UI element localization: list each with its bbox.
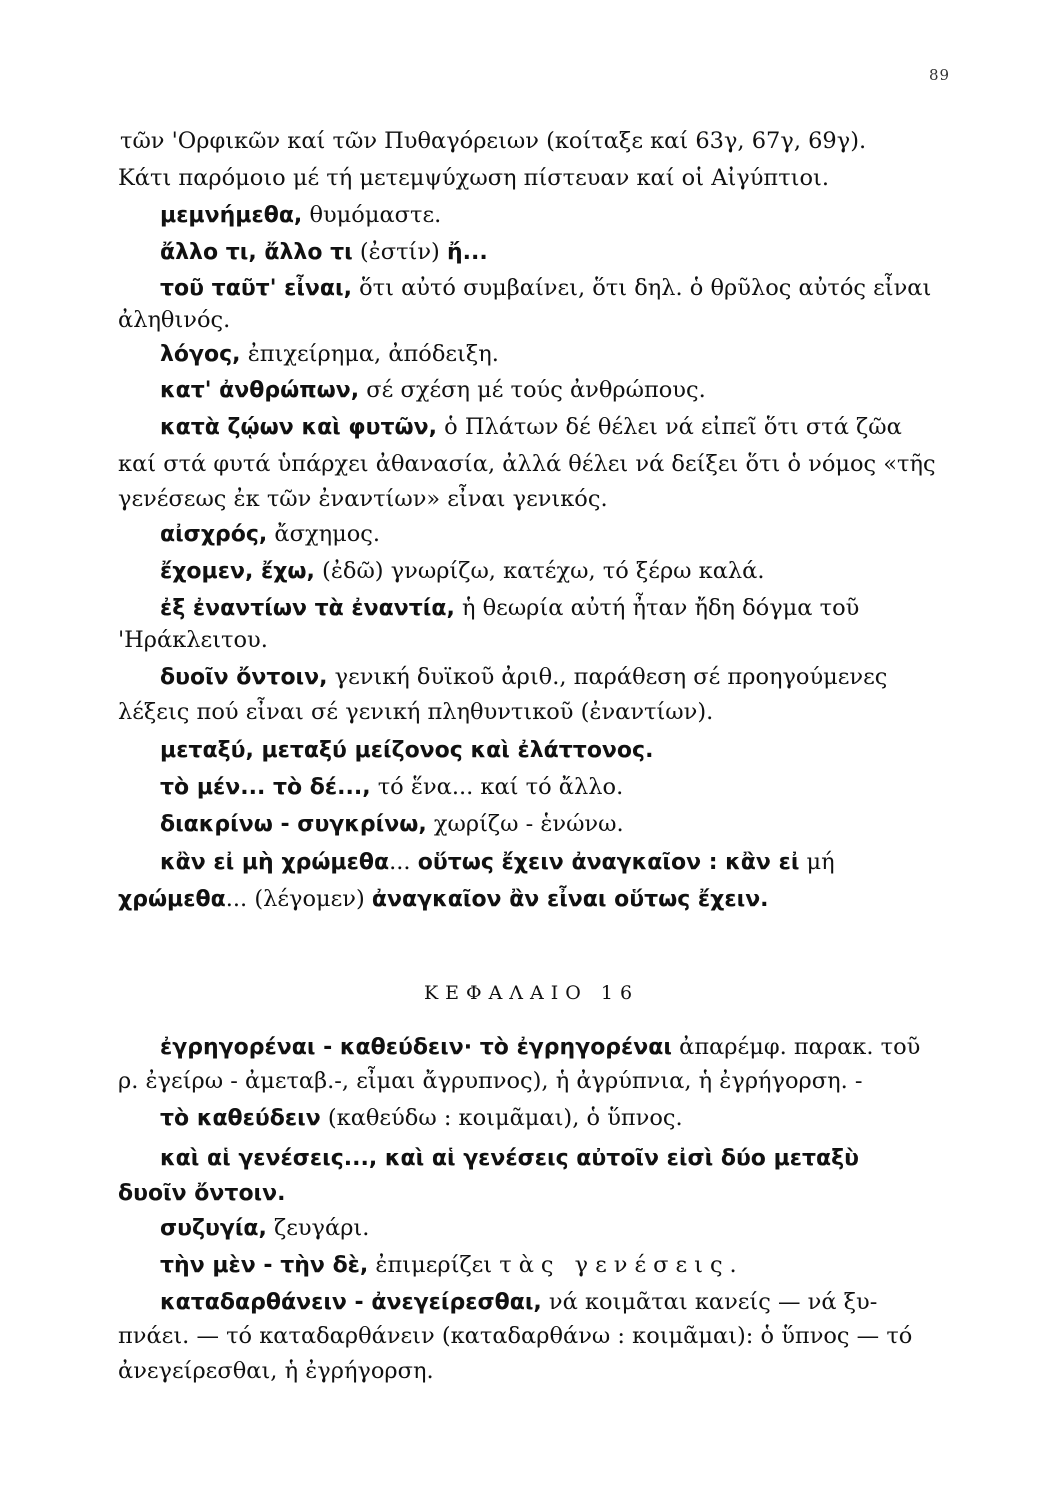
greek-term: ἐγρηγορέναι - καθεύδειν· τὸ ἐγρηγορέναι [160,1035,672,1060]
greek-term: οὕτως ἔχειν ἀναγκαῖον : κἂν εἰ [417,850,800,875]
greek-term: δυοῖν ὄντοιν. [118,1181,286,1206]
greek-term: ἔχομεν, ἔχω, [160,559,315,584]
greek-term: κατὰ ζῴων καὶ φυτῶν, [160,415,437,440]
greek-term: ἄλλο τι, ἄλλο τι [160,240,353,265]
greek-term: συζυγία, [160,1216,267,1241]
gloss-entry [160,809,624,840]
gloss-entry [160,1103,683,1134]
text: ρ. ἐγείρω - ἀμεταβ.-, εἶμαι ἄγρυπνος), ἡ ἀγρύπνια, ἡ ἐγρήγορση. - [118,1068,863,1094]
greek-term: κατ' ἀνθρώπων, [160,378,360,403]
text: Κάτι παρόμοιο μέ τή μετεμψύχωση πίστευαν καί οἱ Αἰγύπτιοι. [118,165,829,191]
gloss-entry [160,772,623,803]
gloss: θυμόμαστε. [302,202,442,228]
gloss: ἄσχημος. [267,521,381,547]
gloss: ζευγάρι. [266,1215,370,1241]
gloss: (καθεύδω : κοιμᾶμαι), ὁ ὕπνος. [320,1105,683,1131]
text: ἀληθινός. [118,307,231,333]
gloss: (ἐδῶ) γνωρίζω, κατέχω, τό ξέρω καλά. [314,558,765,584]
greek-term: ἐξ ἐναντίων τὰ ἐναντία, [160,596,455,621]
gloss: ὅτι αὐτό συμβαίνει, ὅτι δηλ. ὁ θρῦλος αὐτός εἶναι [351,275,932,301]
gloss: τό ἕνα... καί τό ἄλλο. [370,774,624,800]
gloss-entry [160,273,931,304]
greek-term: τὸ καθεύδειν [160,1106,321,1131]
text: 'Ηράκλειτου. [118,627,268,653]
text-line [118,625,268,655]
gloss-entry [118,1178,285,1209]
greek-term: χρώμεθα [118,887,226,912]
gloss-entry [118,884,769,915]
gloss-entry [160,1143,859,1174]
text: τῶν 'Ορφικῶν καί τῶν Πυθαγόρειων (κοίταξε καί 63γ, 67γ, 69γ). [120,128,867,154]
gloss-entry [160,375,706,406]
gloss-entry [160,237,488,268]
gloss-entry [160,662,887,693]
text: λέξεις πού εἶναι σέ γενική πληθυντικοῦ (ἐναντίων). [118,699,714,725]
gloss-entry [160,412,902,443]
text-line [118,1356,434,1386]
text-line [118,449,936,479]
text-line [118,163,829,193]
gloss: γενική δυϊκοῦ ἀριθ., παράθεση σέ προηγούμενες [327,664,888,690]
gloss: ἡ θεωρία αὐτή ἦταν ἤδη δόγμα τοῦ [454,595,860,621]
text-line [118,305,230,335]
gloss-entry [160,556,765,587]
gloss-entry [160,593,859,624]
greek-term: καταδαρθάνειν - ἀνεγείρεσθαι, [160,1290,542,1315]
gloss-entry [160,735,653,766]
text-line [118,1066,863,1096]
text-line [118,1321,912,1351]
text: πνάει. — τό καταδαρθάνειν (καταδαρθάνω : κοιμᾶμαι): ὁ ὕπνος — τό [118,1323,913,1349]
gloss: νά κοιμᾶται κανείς — νά ξυ- [541,1289,878,1315]
text: καί στά φυτά ὑπάρχει ἀθανασία, ἀλλά θέλει νά δείξει ὅτι ὁ νόμος «τῆς [118,451,936,477]
greek-term: τοῦ ταῦτ' εἶναι, [160,276,352,301]
greek-term: διακρίνω - συγκρίνω, [160,812,427,837]
gloss: ἐπιμερίζει [368,1252,500,1278]
greek-term: αἰσχρός, [160,522,268,547]
gloss: ... [389,849,418,875]
spaced-text: τὰς γενέσεις. [499,1252,744,1278]
gloss-entry [160,339,499,370]
gloss: μή [799,849,835,875]
greek-term: μεμνήμεθα, [160,203,303,228]
gloss: ὁ Πλάτων δέ θέλει νά εἰπεῖ ὅτι στά ζῶα [437,414,902,440]
gloss-entry [160,519,380,550]
greek-term: λόγος, [160,342,241,367]
gloss-entry [160,1250,744,1281]
chapter-heading: ΚΕΦΑΛΑΙΟ 16 [423,982,640,1004]
gloss: χωρίζω - ἑνώνω. [426,811,624,837]
gloss-entry [160,1213,369,1244]
gloss-entry [160,1287,877,1318]
text: γενέσεως ἐκ τῶν ἐναντίων» εἶναι γενικός. [118,486,608,512]
gloss-entry [160,847,835,878]
greek-term: ἤ... [446,240,488,265]
page-number: 89 [929,66,951,84]
text-line [118,484,608,514]
greek-term: δυοῖν ὄντοιν, [160,665,328,690]
greek-term: ἀναγκαῖον ἂν εἶναι οὕτως ἔχειν. [371,887,769,912]
greek-term: τὴν μὲν - τὴν δὲ, [160,1253,369,1278]
text: ἀνεγείρεσθαι, ἡ ἐγρήγορση. [118,1358,434,1384]
greek-term: καὶ αἱ γενέσεις..., καὶ αἱ γενέσεις αὐτοῖν εἰσὶ δύο μεταξὺ [160,1146,860,1171]
gloss: ... (λέγομεν) [225,886,372,912]
gloss: ἀπαρέμφ. παρακ. τοῦ [671,1034,921,1060]
text-line [118,697,713,727]
gloss-entry [160,200,441,231]
gloss: ἐπιχείρημα, ἀπόδειξη. [240,341,499,367]
greek-term: μεταξύ, μεταξύ μείζονος καὶ ἐλάττονος. [160,738,654,763]
greek-term: κἂν εἰ μὴ χρώμεθα [160,850,390,875]
gloss: σέ σχέση μέ τούς ἀνθρώπους. [359,377,706,403]
gloss: (ἐστίν) [352,239,447,265]
greek-term: τὸ μέν... τὸ δέ..., [160,775,371,800]
gloss-entry [160,1032,920,1063]
text-line [120,126,866,156]
